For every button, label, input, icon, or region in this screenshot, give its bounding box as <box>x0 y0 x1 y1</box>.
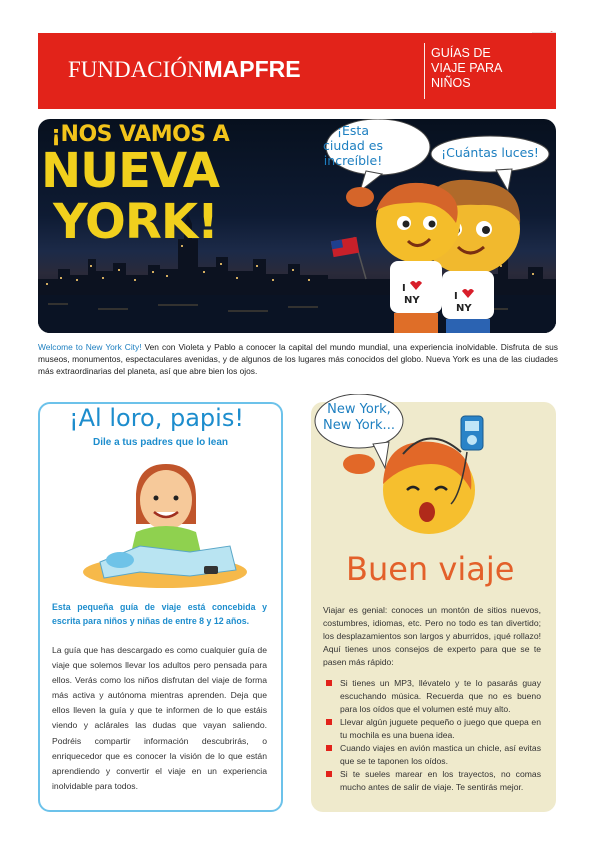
bullet-square-icon <box>326 771 332 777</box>
parents-note-body: La guía que has descargado es como cualquier guía de viaje que solemos llevar los adultos pero pensada para ellos. Verás como los niños disfrutan del viaje de forma más activa y autónoma mientras aprenden. Deja que ellos lleven la guía y que te informen de lo que estáis viendo y aclárales las dudas que vayan saliendo. Podréis compartir información descubrirás, o enriquecedor que es conocer la visión de lo que están aprendiendo y convertir el viaje en un experiencia inolvidable para todos. <box>52 645 267 791</box>
bubble-line: New York... <box>323 418 395 433</box>
svg-text:NY: NY <box>404 295 420 306</box>
list-item <box>323 677 541 716</box>
travel-tips-title: Buen viaje <box>346 550 515 588</box>
travel-tips-list <box>323 677 541 794</box>
parents-note-lead: Esta pequeña guía de viaje está concebida y escrita para niños y niñas de entre 8 y 12 años. <box>52 602 267 626</box>
bubble-line: New York, <box>327 402 391 417</box>
travel-tips-intro: Viajar es genial: conoces un montón de sitios nuevos, costumbres, idiomas, etc. Pero no todo es tan divertido; los desplazamientos son largos y aburridos, ¡qué rollazo! Aquí tienes unos consejos de experto para que se te pasen más rápido: <box>323 605 541 667</box>
tip-text: Si te sueles marear en los trayectos, no comas mucho antes de salir de viaje. Te sentirás mejor. <box>340 769 541 792</box>
brand-name-part2: MAPFRE <box>203 56 301 82</box>
hero-title-nueva: NUEVA <box>41 143 219 199</box>
mother-illustration <box>80 454 250 594</box>
svg-text:I: I <box>402 283 406 294</box>
parents-note-title: ¡Al loro, papis! <box>69 404 244 432</box>
bubble-line: ciudad es <box>323 138 383 153</box>
list-item <box>323 768 541 794</box>
tip-text: Si tienes un MP3, llévatelo y te lo pasarás guay escuchando música. Recuerda que no es bueno para los oídos que el volumen esté muy alto. <box>340 678 541 714</box>
hero-title-line1: ¡NOS VAMOS A <box>51 122 230 147</box>
guide-label-line: VIAJE PARA <box>431 61 503 75</box>
guide-label-line: NIÑOS <box>431 76 471 90</box>
bubble-line: increíble! <box>323 153 383 168</box>
header-divider <box>424 43 425 99</box>
guide-series-label <box>431 46 502 91</box>
intro-paragraph <box>38 341 558 378</box>
bullet-square-icon <box>326 719 332 725</box>
svg-text:NY: NY <box>456 303 472 314</box>
speech-bubble-girl <box>302 119 404 168</box>
tip-text: Llevar algún juguete pequeño o juego que quepa en tu mochila es una buena idea. <box>340 717 541 740</box>
parents-note-subtitle: Dile a tus padres que lo lean <box>92 437 229 448</box>
intro-text: Ven con Violeta y Pablo a conocer la capital del mundo mundial, una experiencia inolvidable. Disfruta de sus museos, monumentos, espectaculares avenidas, y de algunos de los lugares más conocidos del globo. Nueva York es una de las ciudades más extraordinarias del planeta, así que abre bien los ojos. <box>38 342 558 377</box>
intro-lead: Welcome to New York City! <box>38 342 142 352</box>
list-item <box>323 742 541 768</box>
guide-label-line: GUÍAS DE <box>431 46 491 60</box>
speech-bubble-song <box>315 402 403 434</box>
bubble-line: ¡Esta <box>337 123 369 138</box>
svg-text:I: I <box>454 291 458 302</box>
brand-name-part1: FUNDACIÓN <box>68 57 204 82</box>
list-item <box>323 716 541 742</box>
bullet-square-icon <box>326 745 332 751</box>
hero-title-york: YORK! <box>53 194 218 250</box>
fundacion-mapfre-logo <box>68 58 301 82</box>
speech-bubble-boy: ¡Cuántas luces! <box>441 145 539 160</box>
tip-text: Cuando viajes en avión mastica un chicle, así evitas que se te taponen los oídos. <box>340 743 541 766</box>
bullet-square-icon <box>326 680 332 686</box>
